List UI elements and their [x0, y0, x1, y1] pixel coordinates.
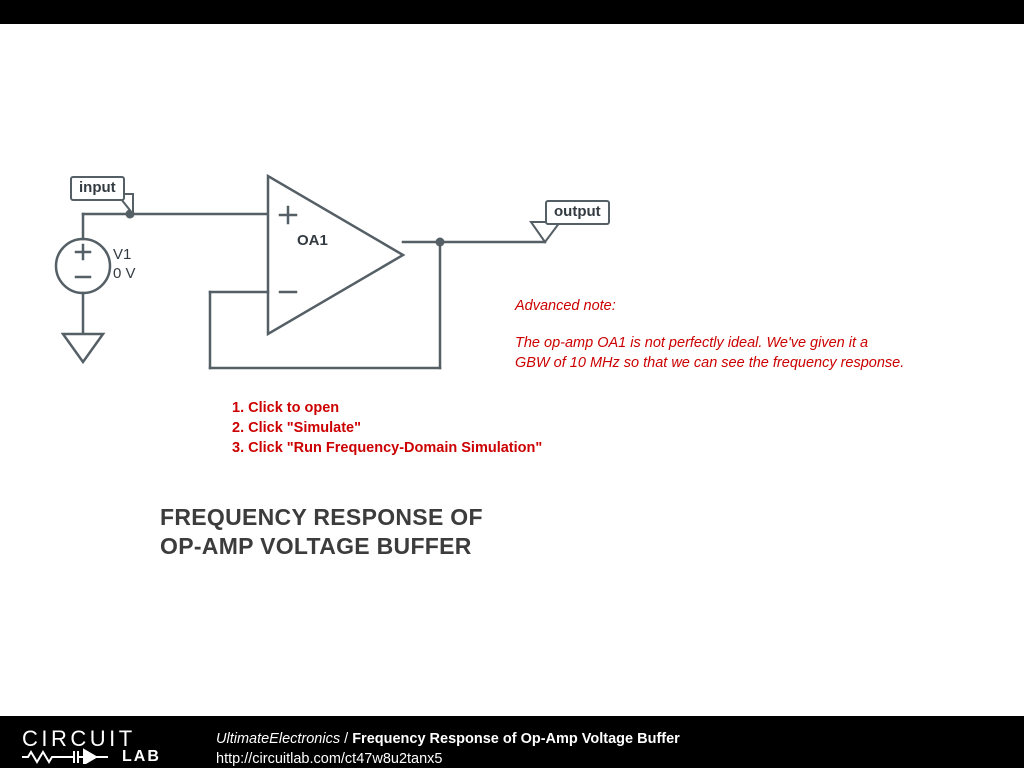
opamp-name-label: OA1	[297, 232, 328, 249]
advanced-note-heading: Advanced note:	[515, 298, 616, 314]
source-value-label: 0 V	[113, 265, 136, 282]
step-item-2: 2. Click "Simulate"	[232, 420, 361, 436]
breadcrumb-section: UltimateElectronics	[216, 731, 341, 747]
page-title-line1: FREQUENCY RESPONSE OF	[160, 504, 483, 530]
advanced-note-line2: GBW of 10 MHz so that we can see the frequency response.	[515, 355, 905, 371]
top-black-bar	[0, 0, 1024, 24]
input-port-label[interactable]: input	[70, 176, 125, 201]
step-item-3: 3. Click "Run Frequency-Domain Simulation"	[232, 440, 543, 456]
advanced-note-line1: The op-amp OA1 is not perfectly ideal. We've given it a	[515, 335, 869, 351]
logo-wordmark-circuit: CIRCUIT	[22, 726, 136, 751]
source-name-label: V1	[113, 246, 132, 263]
logo-circuit-glyph	[22, 748, 118, 764]
node-dot-output	[436, 238, 445, 247]
circuitlab-logo[interactable]	[22, 726, 194, 764]
output-port-label[interactable]: output	[545, 200, 610, 225]
step-item-1: 1. Click to open	[232, 400, 340, 416]
breadcrumb-page: Frequency Response of Op-Amp Voltage Buffer	[352, 731, 680, 747]
ground-symbol	[63, 334, 103, 362]
page-title-line2: OP-AMP VOLTAGE BUFFER	[160, 533, 472, 559]
footer-breadcrumb	[216, 731, 680, 747]
opamp-symbol	[268, 176, 403, 334]
logo-wordmark-lab: LAB	[122, 748, 161, 765]
breadcrumb-separator: /	[340, 731, 353, 747]
footer-url[interactable]: http://circuitlab.com/ct47w8u2tanx5	[216, 751, 443, 767]
